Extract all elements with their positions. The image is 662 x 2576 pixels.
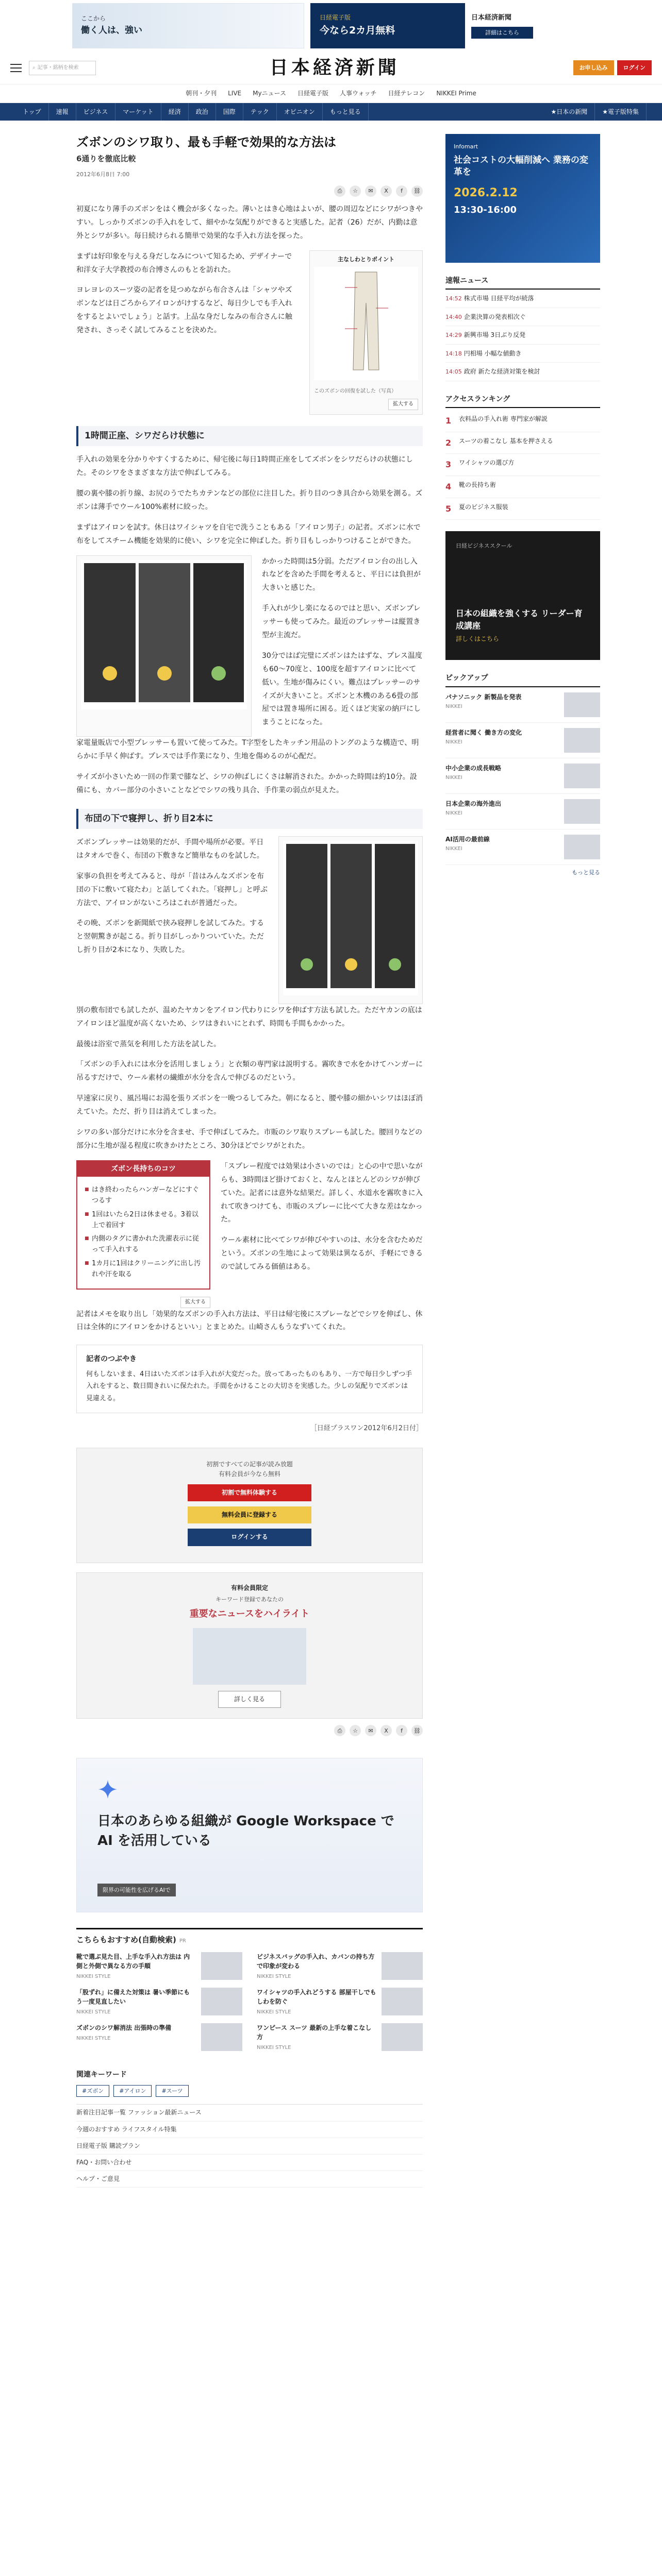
reco-item-source: NIKKEI STYLE: [257, 1974, 291, 1980]
menu-icon[interactable]: [10, 64, 22, 72]
news-item[interactable]: [445, 290, 600, 308]
article-title: ズボンのシワ取り、最も手軽で効果的な方法は: [76, 135, 336, 149]
side-ad-date: 2026.2.12: [454, 187, 518, 200]
ranking-item[interactable]: 1 衣料品の手入れ術 専門家が解説: [445, 410, 600, 432]
nav-item[interactable]: ★電子版特集: [595, 103, 647, 121]
mail-icon[interactable]: ✉: [365, 1725, 376, 1736]
ranking-title: スーツの着こなし 基本を押さえる: [459, 437, 553, 445]
paywall-text2: 有料会員が今なら無料: [218, 1470, 280, 1478]
paragraph: 「ズボンの手入れには水分を活用しましょう」と衣類の専門家は説明する。霧吹きで水をかけてハンガーに吊るすだけで、ウール素材の繊維が水分を含んで伸びるのだという。: [76, 1060, 423, 1082]
trial-button[interactable]: 初割で無料体験する: [188, 1484, 311, 1501]
article-date: 2012年6月8日 7:00: [76, 171, 130, 178]
figure-caption: このズボンの回復を試した（写真）: [314, 388, 396, 395]
reco-title: こちらもおすすめ(自動検索): [76, 1935, 176, 1945]
side-ad2-cta: 詳しくはこちら: [456, 635, 500, 642]
pickup-thumb: [564, 799, 600, 824]
footer-links: [76, 2104, 423, 2188]
article-subtitle: 6通りを徹底比較: [76, 154, 136, 164]
register-button[interactable]: 無料会員に登録する: [188, 1506, 311, 1523]
reco-thumb: [201, 1988, 242, 2015]
paragraph: 腰の裏や膝の折り線、お尻のうでたちカテンなどの部位に注目した。折り目のつき具合から効果を測る。ズボンは薄手でウール100%素材に絞った。: [76, 489, 423, 511]
ranking-item[interactable]: 2 スーツの着こなし 基本を押さえる: [445, 432, 600, 454]
paragraph: 30分ではば完璧にズボンはたはずな、プレス温度も60〜70度と、100度を超すアイロンに比べて低い。生地が傷みにくい。難点はプレッサーのサイズが大きいこと。ズボンと木機のある6畳の部屋では置き場所に困る。近くほど実家の納戸にしまうことになった。: [262, 651, 422, 727]
ranking-heading: アクセスランキング: [445, 394, 600, 408]
paragraph: その晩、ズボンを新聞紙で挟み寝押しを試してみた。すると翌朝驚きが起こる。折り目がしっかりついていた。ただし折り目が2本になり、失敗した。: [76, 919, 264, 955]
subscribe-button[interactable]: お申し込み: [573, 60, 614, 76]
nav-item[interactable]: もっと見る: [323, 103, 369, 121]
reco-item-title: ワイシャツの手入れどうする 部屋干しでもしわを防ぐ: [257, 1989, 376, 2006]
pickup-list: [445, 687, 600, 865]
reco-item[interactable]: [76, 1952, 242, 1980]
zoom-button[interactable]: 拡大する: [388, 399, 418, 410]
tips-box: [76, 1160, 210, 1290]
pickup-title: 中小企業の成長戦略: [445, 764, 502, 772]
top-ad-line2: 働く人は、強い: [81, 25, 142, 36]
paragraph: 早速家に戻り、風呂場にお湯を張りズボンを一晩つるしてみた。朝になると、腰や膝の細かいシワはほぼ消えていた。ただ、折り目は消えてしまった。: [76, 1094, 423, 1116]
comparison-table-image2: [283, 841, 418, 995]
paragraph: まずは好印象を与える身だしなみについて知るため、デザイナーで和洋女子大学教授の布合博さんのもとを訪れた。: [76, 252, 292, 274]
tip-item: ■ 1回はいたら2日は休ませる。3着以上で着回す: [85, 1210, 202, 1231]
tips-title: ズボン長持ちのコツ: [77, 1161, 209, 1177]
side-ad-text: 社会コストの大幅削減へ 業務の変革を: [454, 155, 588, 178]
paragraph: 家事の負担を考えてみると、母が「昔はみんなズボンを布団の下に敷いて寝たわ」と話してくれた。「寝押し」と呼ぶ方法で、アイロンがないころはこれが普通だった。: [76, 872, 268, 907]
news-time: 14:29: [445, 332, 462, 339]
keyword-list: [76, 2085, 423, 2097]
reco-item[interactable]: [257, 1952, 423, 1980]
reporter-memo: [76, 1345, 423, 1413]
news-title: 企業決算の発表相次ぐ: [464, 313, 526, 320]
x-icon[interactable]: X: [380, 185, 392, 197]
subnav-item[interactable]: 日経テレコン: [388, 89, 425, 97]
paragraph: かかった時間は5分弱。ただアイロン台の出し入れなどを含めた手間を考えると、平日には負担が大きいと感じた。: [262, 557, 421, 592]
pickup-title: パナソニック 新製品を発表: [445, 693, 522, 701]
paragraph: 最後は浴室で蒸気を利用した方法を試した。: [76, 1040, 221, 1048]
reco-item-source: NIKKEI STYLE: [257, 2009, 291, 2015]
reco-item-source: NIKKEI STYLE: [76, 2036, 111, 2042]
ranking-item[interactable]: 4 靴の長持ち術: [445, 476, 600, 498]
search-placeholder: 記事・銘柄を検索: [37, 64, 79, 71]
reco-item-title: ワンピース スーツ 最新の上手な着こなし方: [257, 2024, 372, 2041]
reco-thumb: [382, 1952, 423, 1980]
reco-heading: [76, 1928, 423, 1946]
print-icon[interactable]: ⎙: [334, 185, 345, 197]
pickup-item[interactable]: [445, 758, 600, 794]
top-ad-cta[interactable]: 詳細はこちら: [471, 27, 533, 39]
paragraph: サイズが小さいため一回の作業で膝など、シワの伸ばしにくさは解消された。かかった時間は約10分。設備にも、カバー部分の小さいことなどでシワの残り具合、手作業の弱点が見えた。: [76, 773, 417, 794]
side-ad[interactable]: [445, 134, 600, 263]
nav-item[interactable]: ビジネス: [76, 103, 116, 121]
figure-pants: [309, 250, 423, 415]
site-header: [0, 52, 662, 84]
nav-item[interactable]: 政治: [189, 103, 216, 121]
save-icon[interactable]: ☆: [350, 185, 361, 197]
reco-list: [76, 1952, 423, 2052]
figure-title: 主なしわとりポイント: [338, 256, 394, 263]
highlight-sub: キーワード登録であなたの: [216, 1596, 284, 1603]
search-input[interactable]: [29, 61, 96, 75]
pickup-thumb: [564, 835, 600, 859]
pants-illustration: [314, 267, 418, 380]
paragraph: 初夏になり薄手のズボンをはく機会が多くなった。薄いとはき心地はよいが、腰の周辺などにシワがつきやすい。しっかりズボンの手入れをして、細やかな気配りができると実感した。記者（26）だが、内勤は意外とシワが多い。毎日続けられる簡単で効果的な手入れ方法を探った。: [76, 205, 423, 240]
side-ad-time: 13:30-16:00: [454, 205, 517, 216]
nav-item[interactable]: 経済: [161, 103, 189, 121]
facebook-icon[interactable]: f: [396, 1725, 407, 1736]
site-logo[interactable]: 日本経済新聞: [269, 56, 400, 78]
reco-thumb: [201, 1952, 242, 1980]
subnav-item[interactable]: 朝刊・夕刊: [186, 89, 217, 97]
breaking-news-heading: 速報ニュース: [445, 275, 600, 290]
paragraph: 家電量販店で小型プレッサーも置いて使ってみた。T字型をしたキッチン用品のトングのような構造で、明らかに手早く伸ばす。プレスでは手作業になり、生地を傷めるのが心配だ。: [76, 739, 419, 761]
top-ad-line4: 今なら2カ月無料: [320, 25, 395, 37]
keyword-tag[interactable]: #アイロン: [113, 2085, 152, 2097]
ranking-title: 靴の長持ち術: [459, 481, 496, 489]
top-ad-line3: 日経電子版: [320, 14, 351, 22]
ranking-title: 夏のビジネス服装: [459, 503, 508, 511]
pickup-thumb: [564, 764, 600, 788]
keyword-tag[interactable]: #スーツ: [156, 2085, 188, 2097]
news-time: 14:52: [445, 295, 462, 302]
login-button[interactable]: ログイン: [617, 60, 652, 76]
nav-item[interactable]: オピニオン: [277, 103, 323, 121]
ranking-title: ワイシャツの選び方: [459, 459, 515, 467]
pickup-source: NIKKEI: [445, 845, 462, 852]
section-heading: 布団の下で寝押し、折り目2本に: [76, 809, 423, 829]
top-ad-offer[interactable]: [310, 3, 465, 48]
mail-icon[interactable]: ✉: [365, 185, 376, 197]
reco-item-source: NIKKEI STYLE: [76, 1974, 111, 1980]
more-link[interactable]: もっと見る: [572, 869, 600, 876]
news-item[interactable]: [445, 345, 600, 363]
tip-item: ■ 内側のタグに書かれた洗濯表示に従って手入れする: [85, 1234, 202, 1256]
top-ad[interactable]: [0, 0, 662, 52]
reco-pr-label: PR: [179, 1938, 186, 1944]
sidebar: [445, 134, 600, 2188]
pickup-item[interactable]: [445, 829, 600, 865]
reco-item[interactable]: [76, 2023, 242, 2052]
google-ad[interactable]: [76, 1758, 423, 1912]
pickup-title: AI活用の最前線: [445, 835, 490, 843]
paragraph: シワの多い部分だけに水分を含ませ、手で伸ばしてみた。市販のシワ取りスプレーも試した。腰回りなどの部分に生地が湿る程度に吹きかけたところ、30分ほどでシワがとれた。: [76, 1128, 423, 1150]
reco-item-source: NIKKEI STYLE: [257, 2045, 291, 2051]
reco-item-title: 靴で選ぶ見た目、上手な手入れ方法は 内側と外側で異なる方の手順: [76, 1953, 190, 1970]
highlight-title: 重要なニュースをハイライト: [189, 1608, 310, 1620]
breaking-news-list: [445, 290, 600, 381]
pickup-thumb: [564, 692, 600, 717]
ranking-title: 衣料品の手入れ術 専門家が解説: [459, 415, 548, 423]
paragraph: ヨレヨレのスーツ姿の記者を見つめながら布合さんは「シャツやズボンなどは日ごろからアイロンがけするなど、毎日少しでも手入れをするとよいでしょう」と話す。上品な身だしなみの布合さんに触発され、さっそく試してみることを決めた。: [76, 286, 292, 335]
nav-item[interactable]: 速報: [49, 103, 76, 121]
keywords-heading: 関連キーワード: [76, 2071, 127, 2079]
link-icon[interactable]: ⛓: [411, 1725, 423, 1736]
paywall-box: [76, 1448, 423, 1563]
side-ad-brand: Infomart: [454, 143, 478, 150]
facebook-icon[interactable]: f: [396, 185, 407, 197]
ranking-item[interactable]: 5 夏のビジネス服装: [445, 498, 600, 520]
pickup-thumb: [564, 728, 600, 753]
pickup-item[interactable]: [445, 794, 600, 829]
paywall-login-button[interactable]: ログインする: [188, 1529, 311, 1546]
highlight-promo: [76, 1572, 423, 1719]
subnav-item[interactable]: 人事ウォッチ: [340, 89, 377, 97]
paragraph: 手入れの効果を分かりやすくするために、帰宅後に毎日1時間正座をしてズボンをシワだらけの状態にした。そのシワをさまざまな方法で伸ばしてみる。: [76, 455, 413, 478]
sparkle-icon: [97, 1779, 118, 1800]
reco-item[interactable]: [76, 1988, 242, 2016]
ad-button[interactable]: 限界の可能性を広げるAIで: [97, 1884, 176, 1897]
ranking-list: [445, 410, 600, 520]
nav-item[interactable]: マーケット: [115, 103, 161, 121]
paywall-text: 初割ですべての記事が読み放題: [206, 1460, 293, 1468]
reco-thumb: [201, 2023, 242, 2051]
pickup-item[interactable]: [445, 723, 600, 758]
news-title: 株式市場 日経平均が続落: [464, 295, 534, 302]
nav-item[interactable]: ★日本の新聞: [543, 103, 595, 121]
footer-link[interactable]: 新着注目記事一覧 ファッション最新ニュース: [76, 2105, 423, 2121]
footer-link[interactable]: ヘルプ・ご意見: [76, 2171, 423, 2188]
ranking-item[interactable]: 3 ワイシャツの選び方: [445, 454, 600, 476]
reco-item-title: 「股ずれ」に備えた対策は 暑い季節にもう一度見直したい: [76, 1989, 190, 2006]
paragraph: 手入れが少し楽になるのではと思い、ズボンプレッサーも使ってみた。最近のプレッサーは縦置き型が主流だ。: [262, 604, 421, 640]
pickup-source: NIKKEI: [445, 774, 462, 781]
news-item[interactable]: [445, 308, 600, 327]
reco-item-title: ビジネスバッグの手入れ、カバンの持ち方で印象が変わる: [257, 1953, 375, 1970]
main-nav: [0, 103, 662, 121]
figure-comparison: [76, 555, 252, 737]
link-icon[interactable]: ⛓: [411, 185, 423, 197]
top-ad-banner[interactable]: [72, 3, 304, 48]
save-icon[interactable]: ☆: [350, 1725, 361, 1736]
reco-thumb: [382, 2023, 423, 2051]
print-icon[interactable]: ⎙: [334, 1725, 345, 1736]
paragraph: ズボンプレッサーは効果的だが、手間や場所が必要。平日はタオルで巻く、布団の下敷きなど簡単なものを試した。: [76, 838, 264, 860]
highlight-image: [193, 1628, 306, 1685]
side-ad2-text: 日本の組織を強くする リーダー育成講座: [456, 608, 583, 631]
reco-thumb: [382, 1988, 423, 2015]
subnav-item[interactable]: Myニュース: [253, 89, 286, 97]
subnav-item[interactable]: LIVE: [228, 89, 242, 97]
pickup-heading: ピックアップ: [445, 672, 600, 687]
ad-text: 日本のあらゆる組織が Google Workspace で AI を活用している: [97, 1814, 394, 1849]
nav-item[interactable]: テック: [243, 103, 277, 121]
subnav-item[interactable]: NIKKEI Prime: [436, 89, 476, 97]
pickup-source: NIKKEI: [445, 703, 462, 709]
subnav-item[interactable]: 日経電子版: [297, 89, 329, 97]
side-ad-2[interactable]: [445, 531, 600, 660]
paragraph: 記者はメモを取り出し「効果的なズボンの手入れ方法は、平日は帰宅後にスプレーなどでシワを伸ばし、休日は全体的にアイロンをかけるといい」とまとめた。山崎さんもうなずいてくれた。: [76, 1310, 423, 1332]
tip-item: ■ はき終わったらハンガーなどにすぐつるす: [85, 1185, 202, 1207]
nav-item[interactable]: 国際: [216, 103, 243, 121]
comparison-table-image: [81, 560, 247, 709]
pickup-source: NIKKEI: [445, 739, 462, 745]
pickup-title: 日本企業の海外進出: [445, 800, 502, 807]
article-source: ［日経プラスワン2012年6月2日付］: [310, 1424, 423, 1432]
memo-title: 記者のつぶやき: [86, 1355, 137, 1364]
pickup-item[interactable]: [445, 687, 600, 723]
news-title: 政府 新たな経済対策を検討: [464, 368, 540, 376]
paragraph: 別の敷布団でも試したが、温めたヤカンをアイロン代わりにシワを伸ばす方法も試した。ただヤカンの底はアイロンほど温度が高くないため、シワはきれいにとれず、時間も手間もかかった。: [76, 1006, 422, 1028]
zoom-button[interactable]: 拡大する: [180, 1297, 210, 1308]
highlight-button[interactable]: 詳しく見る: [218, 1691, 281, 1708]
paragraph: ウール素材に比べてシワが伸びやすいのは、水分を含むためだという。ズボンの生地によって効果は異なるが、手軽にできるので試してみる価値はある。: [221, 1236, 423, 1272]
paragraph: 「スプレー程度では効果は小さいのでは」と心の中で思いながらも、3時間ほど掛けておくと、なんとほとんどのシワが伸びていた。記者には意外な結果だ。詳しく、水道水を霧吹きに入れて吹きつけても、市販のスプレーに比べて大きな差はなかった。: [221, 1162, 423, 1224]
reco-item[interactable]: [257, 1988, 423, 2016]
paragraph: まずはアイロンを試す。休日はワイシャツを自宅で洗うこともある「アイロン男子」の記者。ズボンに水で布をしてスチーム機能を効果的に使い、シワを完全に伸ばした。折り目もしっかりつけることができた。: [76, 523, 421, 545]
news-time: 14:18: [445, 350, 462, 357]
share-bar-bottom: [76, 1725, 423, 1742]
news-time: 14:05: [445, 368, 462, 376]
footer-link[interactable]: 日経電子版 購読プラン: [76, 2138, 423, 2155]
pickup-title: 経営者に聞く 働き方の変化: [445, 728, 522, 736]
news-item[interactable]: [445, 326, 600, 345]
article: [76, 134, 423, 2188]
news-title: 新興市場 3日ぶり反発: [464, 331, 526, 339]
top-ad-brand: 日本経済新聞: [471, 13, 512, 22]
tip-item: ■ 1カ月に1回はクリーニングに出し汚れや汗を取る: [85, 1259, 202, 1280]
keyword-tag[interactable]: #ズボン: [76, 2085, 109, 2097]
figure-comparison2: [278, 836, 423, 1004]
sub-nav: [0, 84, 662, 103]
reco-item-source: NIKKEI STYLE: [76, 2009, 111, 2015]
news-time: 14:40: [445, 313, 462, 320]
nav-item[interactable]: トップ: [15, 103, 49, 121]
reco-item-title: ズボンのシワ解消法 出張時の準備: [76, 2024, 172, 2032]
share-bar: [76, 185, 423, 203]
highlight-label: 有料会員限定: [230, 1584, 268, 1591]
x-icon[interactable]: X: [380, 1725, 392, 1736]
side-ad2-brand: 日経ビジネススクール: [456, 543, 512, 550]
memo-text: 何もしないまま、4日はいたズボンは手入れが大変だった。放ってあったものもあり、一方で毎日少しずつ手入れをすると、数日間きれいに保たれた。手間をかけることの大切さを実感した。少しの気配りでズボンは見違える。: [86, 1370, 412, 1402]
pickup-source: NIKKEI: [445, 810, 462, 816]
footer-link[interactable]: 今週のおすすめ ライフスタイル特集: [76, 2122, 423, 2138]
search-icon: ⌕: [32, 64, 36, 71]
section-heading: 1時間正座、シワだらけ状態に: [76, 426, 423, 446]
news-title: 円相場 小幅な値動き: [464, 349, 522, 357]
footer-link[interactable]: FAQ・お問い合わせ: [76, 2155, 423, 2171]
reco-item[interactable]: [257, 2023, 423, 2052]
top-ad-line1: ここから: [81, 14, 106, 22]
news-item[interactable]: [445, 363, 600, 381]
